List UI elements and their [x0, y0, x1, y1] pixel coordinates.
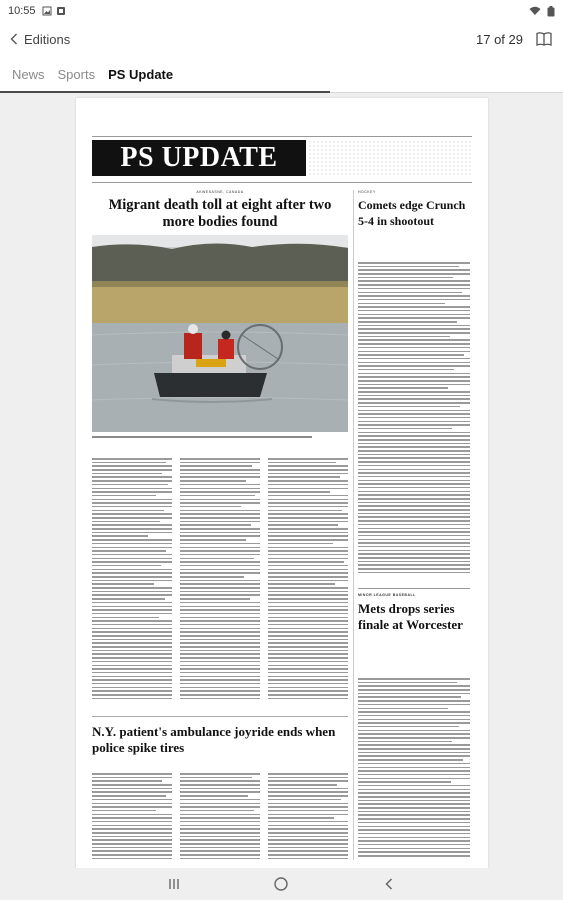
masthead-pattern — [308, 140, 472, 176]
side-story-2-kicker: MINOR LEAGUE BASEBALL — [358, 593, 416, 597]
main-story-body-col2 — [180, 458, 260, 708]
main-story-dateline: AKWESASNE, CANADA — [196, 190, 244, 194]
home-button[interactable] — [271, 874, 291, 894]
tab-news[interactable]: News — [12, 66, 45, 82]
folio-rule — [92, 136, 472, 137]
side-story-1-body — [358, 262, 470, 582]
newspaper-page[interactable] — [76, 98, 488, 868]
editions-label: Editions — [24, 31, 71, 47]
side-story-2-body — [358, 678, 470, 863]
second-story-headline[interactable]: N.Y. patient's ambulance joyride ends when police spike tires — [92, 724, 336, 755]
airboat-photo — [92, 235, 348, 432]
status-bar — [0, 0, 563, 22]
image-icon — [42, 6, 52, 16]
second-story-body-col3 — [268, 773, 348, 863]
recents-icon — [167, 878, 181, 890]
tab-sports[interactable]: Sports — [57, 66, 96, 82]
second-story-body-col2 — [180, 773, 260, 863]
system-nav-bar — [0, 868, 563, 900]
back-icon — [384, 877, 394, 891]
side-story-2-headline[interactable]: Mets drops series finale at Worcester — [358, 601, 463, 632]
back-button[interactable] — [379, 874, 399, 894]
masthead-rule — [92, 182, 472, 183]
photo-caption — [92, 435, 348, 438]
masthead: PS UPDATE — [92, 140, 306, 176]
status-time: 10:55 — [8, 5, 36, 17]
second-story-body-col1 — [92, 773, 172, 863]
page-counter: 17 of 29 — [476, 31, 523, 47]
chevron-left-icon — [10, 33, 18, 45]
main-story-photo[interactable] — [92, 235, 348, 432]
home-icon — [273, 876, 289, 892]
main-story-body-col1 — [92, 458, 172, 708]
wifi-icon — [529, 6, 541, 16]
side-story-1-headline[interactable]: Comets edge Crunch 5-4 in shootout — [358, 198, 466, 228]
side-story-1-kicker: HOCKEY — [358, 190, 376, 194]
recents-button[interactable] — [164, 874, 184, 894]
section-tabs — [0, 56, 563, 93]
main-story-headline[interactable]: Migrant death toll at eight after two more bodies found — [108, 197, 332, 230]
status-indicators — [529, 6, 555, 17]
editions-back-button[interactable] — [10, 32, 70, 47]
story-divider — [92, 716, 348, 717]
column-rule — [353, 190, 354, 860]
book-icon[interactable] — [535, 30, 553, 48]
notification-icon — [56, 6, 66, 16]
main-story-body-col3 — [268, 458, 348, 708]
battery-icon — [547, 6, 555, 17]
tab-scroll-indicator — [0, 91, 330, 93]
app-header — [0, 22, 563, 56]
tab-ps-update[interactable]: PS Update — [108, 66, 174, 82]
sidebar-rule — [358, 588, 470, 589]
